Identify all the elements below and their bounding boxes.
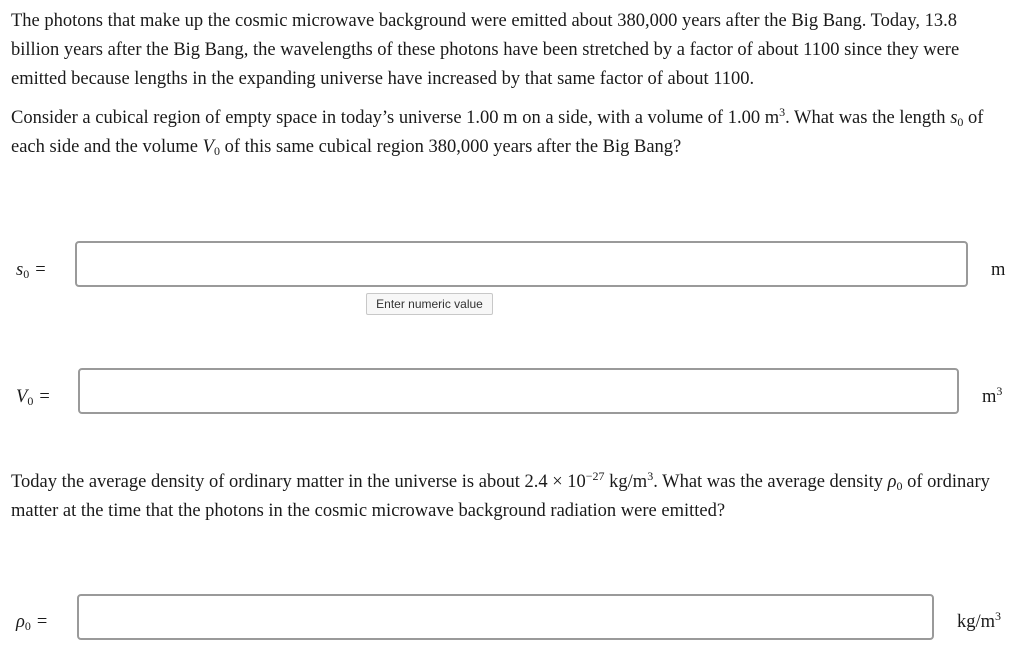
equals-sign: = <box>36 612 48 632</box>
question-volume-text <box>11 104 1006 162</box>
intro-paragraph: The photons that make up the cosmic microwave background were emitted about 380,000 years after the Big Bang. Today, 13.8 billion years after the Big Bang, the wavelengths of these photons have been stretched by a factor of about 1100 since they were emitted because lengths in the expanding universe have increased by that same factor of about 1100. <box>11 11 960 89</box>
v0-unit <box>982 385 1002 409</box>
s0-input[interactable] <box>75 241 968 287</box>
s0-label <box>16 258 46 282</box>
unit-text: kg/m <box>957 612 996 632</box>
subscript: 0 <box>23 267 30 281</box>
unit-text: m <box>991 260 1006 280</box>
s0-unit <box>991 258 1005 282</box>
rho0-label <box>16 610 47 634</box>
symbol-v: V <box>202 137 214 157</box>
v0-input[interactable] <box>78 368 959 414</box>
subscript: 0 <box>957 115 964 129</box>
rho0-input[interactable] <box>77 594 934 640</box>
equals-sign: = <box>35 260 46 280</box>
exponent: −27 <box>585 469 605 483</box>
superscript: 3 <box>647 469 654 483</box>
superscript: 3 <box>779 105 786 119</box>
v0-label <box>16 385 50 409</box>
question-text-part: . What was the average density <box>653 472 888 492</box>
unit-text: m <box>982 387 997 407</box>
unit-superscript: 3 <box>996 384 1003 398</box>
question-text-part: Today the average density of ordinary matter in the universe is about 2.4 × 10 <box>11 472 586 492</box>
question-text-part: Consider a cubical region of empty space in today’s universe 1.00 m on a side, with a volume of 1.00 m <box>11 108 780 128</box>
question-density-text <box>11 468 1006 526</box>
question-text-part: of ordinary matter at the time that the photons in the cosmic microwave background radiation were emitted? <box>11 472 990 521</box>
question-text-part: of this same cubical region 380,000 years after the Big Bang? <box>219 137 682 157</box>
subscript: 0 <box>213 144 220 158</box>
subscript: 0 <box>24 619 31 633</box>
symbol: s <box>16 260 24 280</box>
rho0-unit <box>957 610 1001 634</box>
subscript: 0 <box>896 479 903 493</box>
symbol-s: s <box>950 108 958 128</box>
symbol: V <box>16 387 28 407</box>
input-hint-tooltip: Enter numeric value <box>366 293 493 315</box>
question-text-part: . What was the length <box>785 108 951 128</box>
subscript: 0 <box>27 394 34 408</box>
symbol: ρ <box>16 612 25 632</box>
symbol-rho: ρ <box>887 472 897 492</box>
equals-sign: = <box>39 387 50 407</box>
question-text-part: of each side and the volume <box>11 108 984 157</box>
unit-superscript: 3 <box>995 609 1002 623</box>
question-text-part: kg/m <box>604 472 648 492</box>
